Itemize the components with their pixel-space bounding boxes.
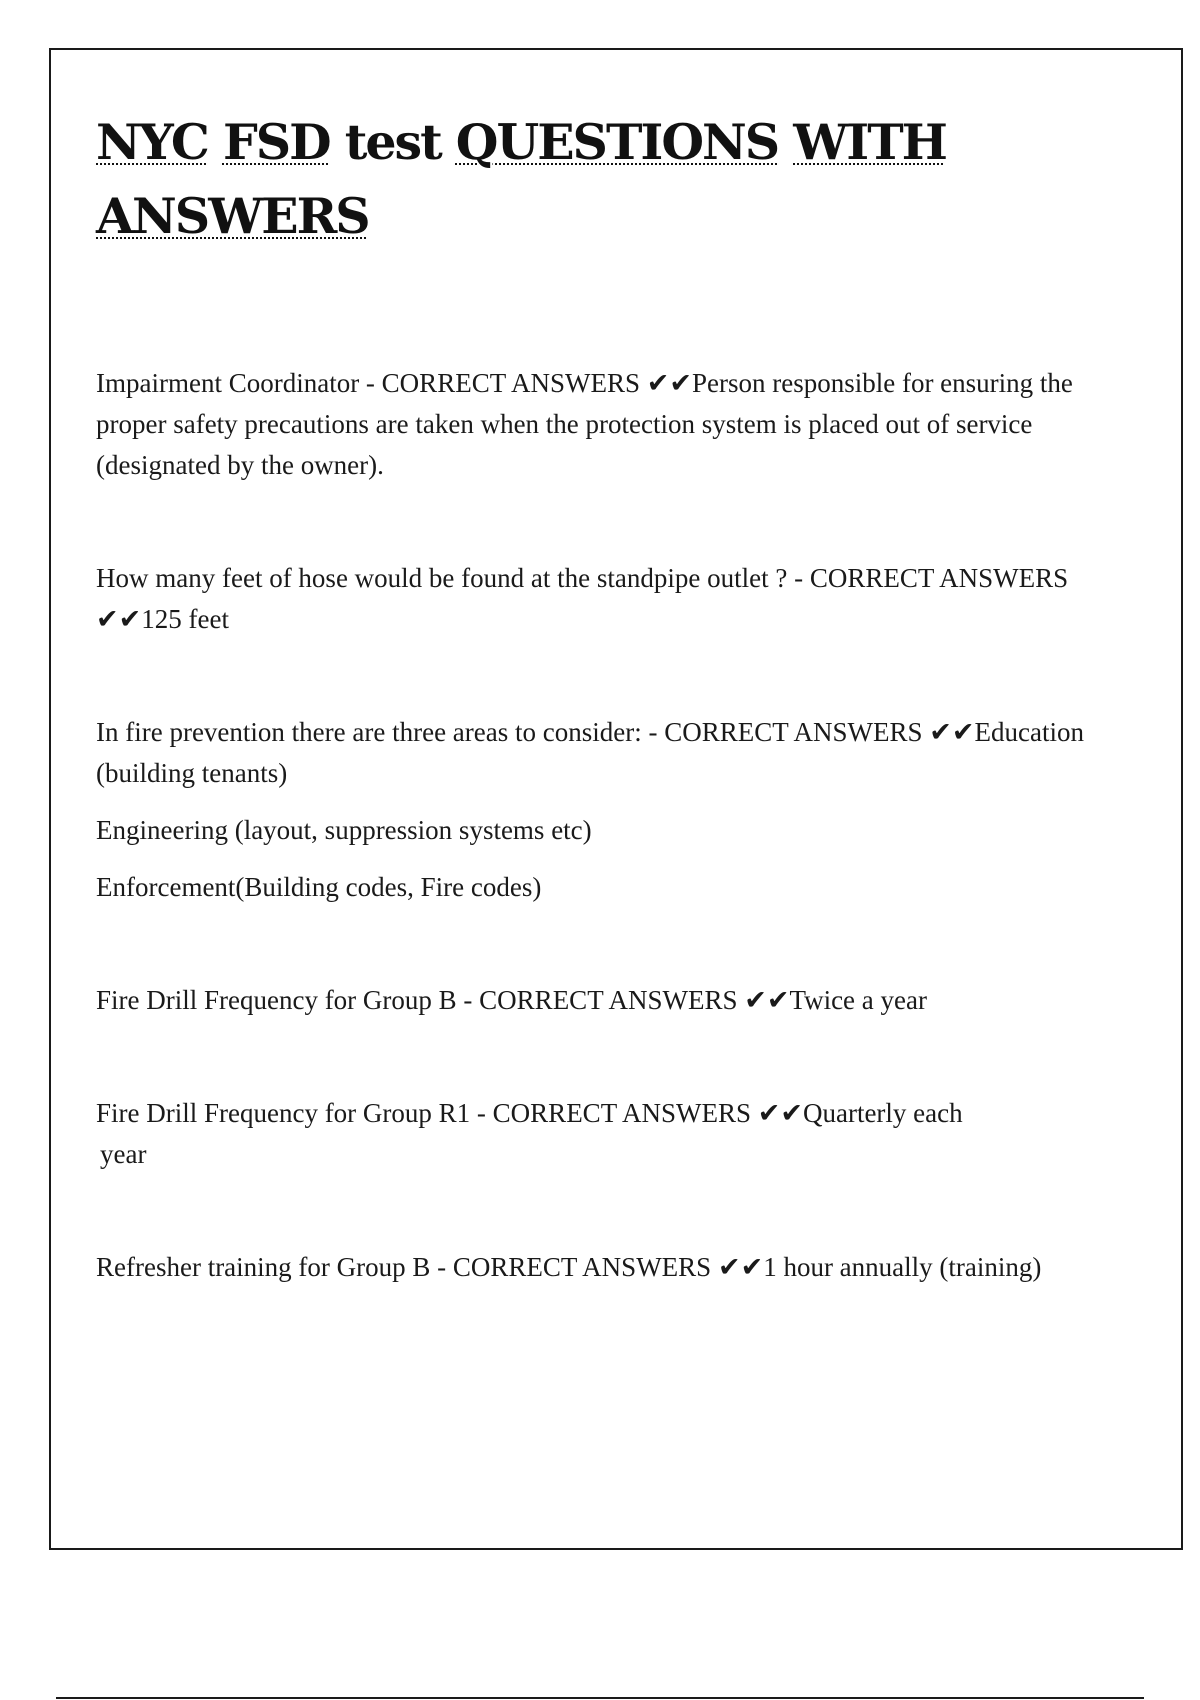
title-word: NYC	[96, 113, 208, 171]
title-word: WITH	[793, 113, 946, 171]
qa-standpipe-hose: How many feet of hose would be found at the standpipe outlet ? - CORRECT ANSWERS ✔✔125 feet	[96, 563, 1069, 634]
qa-fire-prevention: In fire prevention there are three areas to consider: - CORRECT ANSWERS ✔✔Education (building tenants)	[96, 717, 1084, 788]
title-word: test	[344, 113, 441, 171]
footer-rule	[56, 1697, 1144, 1699]
qa-fire-prevention-enforcement: Enforcement(Building codes, Fire codes)	[96, 872, 542, 902]
title-word: FSD	[222, 113, 330, 171]
qa-impairment-coordinator: Impairment Coordinator - CORRECT ANSWERS ✔✔Person responsible for ensuring the proper safety precautions are taken when the protection system is placed out of service (designated by the owner).	[96, 368, 1073, 480]
qa-drill-group-b: Fire Drill Frequency for Group B - CORRECT ANSWERS ✔✔Twice a year	[96, 985, 927, 1015]
qa-fire-prevention-engineering: Engineering (layout, suppression systems etc)	[96, 815, 592, 845]
qa-refresher-training: Refresher training for Group B - CORRECT ANSWERS ✔✔1 hour annually (training)	[96, 1252, 1042, 1282]
qa-drill-group-r1-line1: Fire Drill Frequency for Group R1 - CORRECT ANSWERS ✔✔Quarterly each	[96, 1098, 963, 1128]
qa-drill-group-r1-line2: year	[100, 1139, 147, 1169]
document-content	[96, 105, 1086, 1288]
title-word: QUESTIONS	[455, 113, 779, 171]
document-title	[96, 105, 1086, 253]
title-word: ANSWERS	[96, 187, 369, 245]
qa-drill-group-r1	[96, 1093, 1086, 1175]
